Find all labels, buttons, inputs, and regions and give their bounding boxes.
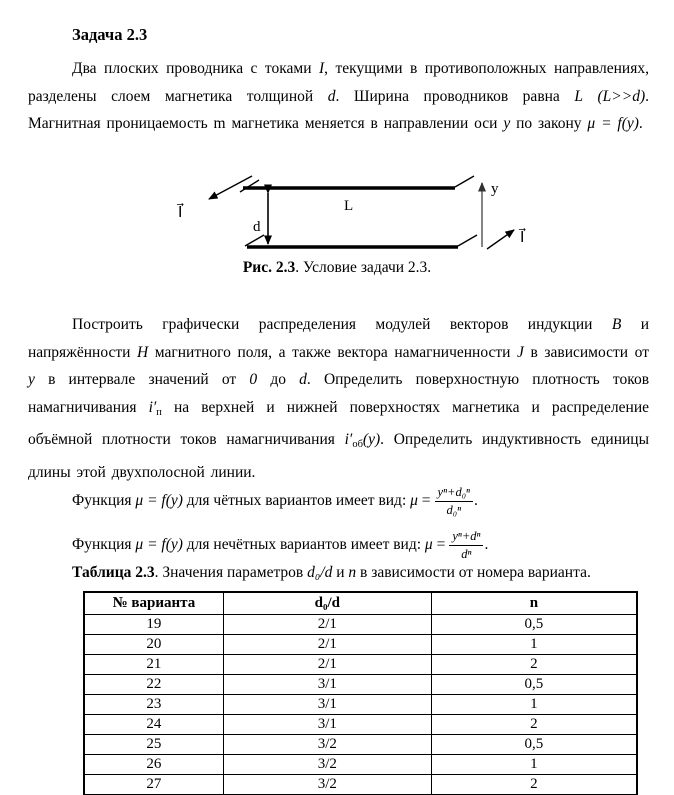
- table-cell: 0,5: [431, 615, 637, 635]
- length-label: L: [344, 198, 354, 214]
- table-row: [84, 775, 637, 795]
- problem-statement-paragraph: Два плоских проводника с токами I, текущими в противоположных направлениях, разделены слоем магнетика толщиной d. Ширина проводников равна L (L>>d). Магнитная проницаемость m магнетика меняется в направлении оси y по закону μ = f(y).: [28, 60, 649, 133]
- table-cell: 1: [431, 635, 637, 655]
- task-paragraph: Построить графически распределения модулей векторов индукции B и напряжённости H магнитного поля, а также вектора намагниченности J в зависимости от y в интервале значений от 0 до d. Определить поверхностную плотность токов намагничивания i′п на верхней и нижней поверхностях магнетика и распределение объёмной плотности токов намагничивания i′об(y). Определить индуктивность единицы длины этой двухполосной линии.: [28, 316, 650, 481]
- formula-even-fraction: [435, 485, 473, 518]
- formula-even-variants: [72, 478, 478, 524]
- figure-diagram: [0, 172, 674, 262]
- current-arrow-right: [487, 230, 514, 249]
- table-caption: Таблица 2.3. Значения параметров d₀/d и n в зависимости от номера варианта.: [72, 564, 591, 581]
- table-cell: 3/1: [223, 695, 431, 715]
- table-cell: 2: [431, 655, 637, 675]
- table-cell: 19: [84, 615, 223, 635]
- table-cell: 2: [431, 775, 637, 795]
- fraction-numerator: yⁿ+d₀ⁿ: [435, 485, 473, 502]
- table-row: [84, 635, 637, 655]
- formula-odd-fraction: [449, 529, 483, 562]
- table-cell: 27: [84, 775, 223, 795]
- y-axis-label: y: [491, 181, 499, 197]
- table-cell: 3/1: [223, 675, 431, 695]
- table-cell: 1: [431, 755, 637, 775]
- table-row: [84, 615, 637, 635]
- top-conductor-right-slash: [455, 176, 474, 187]
- header-d0-d: d₀/d: [223, 592, 431, 615]
- variants-table-body: [84, 615, 637, 795]
- variants-table: [83, 591, 638, 795]
- fraction-denominator: d₀ⁿ: [446, 502, 462, 517]
- table-header-row: [84, 592, 637, 615]
- table-row: [84, 755, 637, 775]
- table-cell: 1: [431, 695, 637, 715]
- table-row: [84, 675, 637, 695]
- table-cell: 22: [84, 675, 223, 695]
- header-variant-number: № варианта: [84, 592, 223, 615]
- table-cell: 0,5: [431, 675, 637, 695]
- current-label-left: I⃗: [178, 205, 183, 221]
- table-cell: 24: [84, 715, 223, 735]
- bottom-conductor-left-slash: [245, 235, 264, 246]
- table-row: [84, 695, 637, 715]
- header-n: n: [431, 592, 637, 615]
- formula-odd-variants: [72, 522, 488, 568]
- table-row: [84, 715, 637, 735]
- table-cell: 3/2: [223, 755, 431, 775]
- current-label-right: I⃗: [520, 230, 525, 246]
- table-cell: 2/1: [223, 635, 431, 655]
- table-cell: 0,5: [431, 735, 637, 755]
- table-row: [84, 735, 637, 755]
- fraction-denominator: dⁿ: [461, 546, 472, 561]
- problem-title: Задача 2.3: [72, 25, 148, 44]
- thickness-label: d: [253, 219, 261, 235]
- table-row: [84, 655, 637, 675]
- table-cell: 25: [84, 735, 223, 755]
- fraction-numerator: yⁿ+dⁿ: [449, 529, 483, 546]
- table-cell: 26: [84, 755, 223, 775]
- table-cell: 20: [84, 635, 223, 655]
- table-cell: 21: [84, 655, 223, 675]
- formula-even-text: Функция μ = f(y) для чётных вариантов имеет вид: μ =: [72, 492, 431, 509]
- table-cell: 23: [84, 695, 223, 715]
- bottom-conductor-right-slash: [458, 235, 477, 246]
- formula-even-period: .: [473, 492, 478, 509]
- formula-odd-text: Функция μ = f(y) для нечётных вариантов имеет вид: μ =: [72, 536, 446, 553]
- table-cell: 3/1: [223, 715, 431, 735]
- table-cell: 2/1: [223, 615, 431, 635]
- table-cell: 3/2: [223, 735, 431, 755]
- figure-caption: Рис. 2.3. Условие задачи 2.3.: [242, 259, 432, 276]
- variants-table-header: [84, 592, 637, 615]
- table-cell: 2: [431, 715, 637, 735]
- top-conductor-left-slash: [240, 180, 259, 192]
- table-cell: 2/1: [223, 655, 431, 675]
- table-cell: 3/2: [223, 775, 431, 795]
- formula-odd-period: .: [484, 536, 489, 553]
